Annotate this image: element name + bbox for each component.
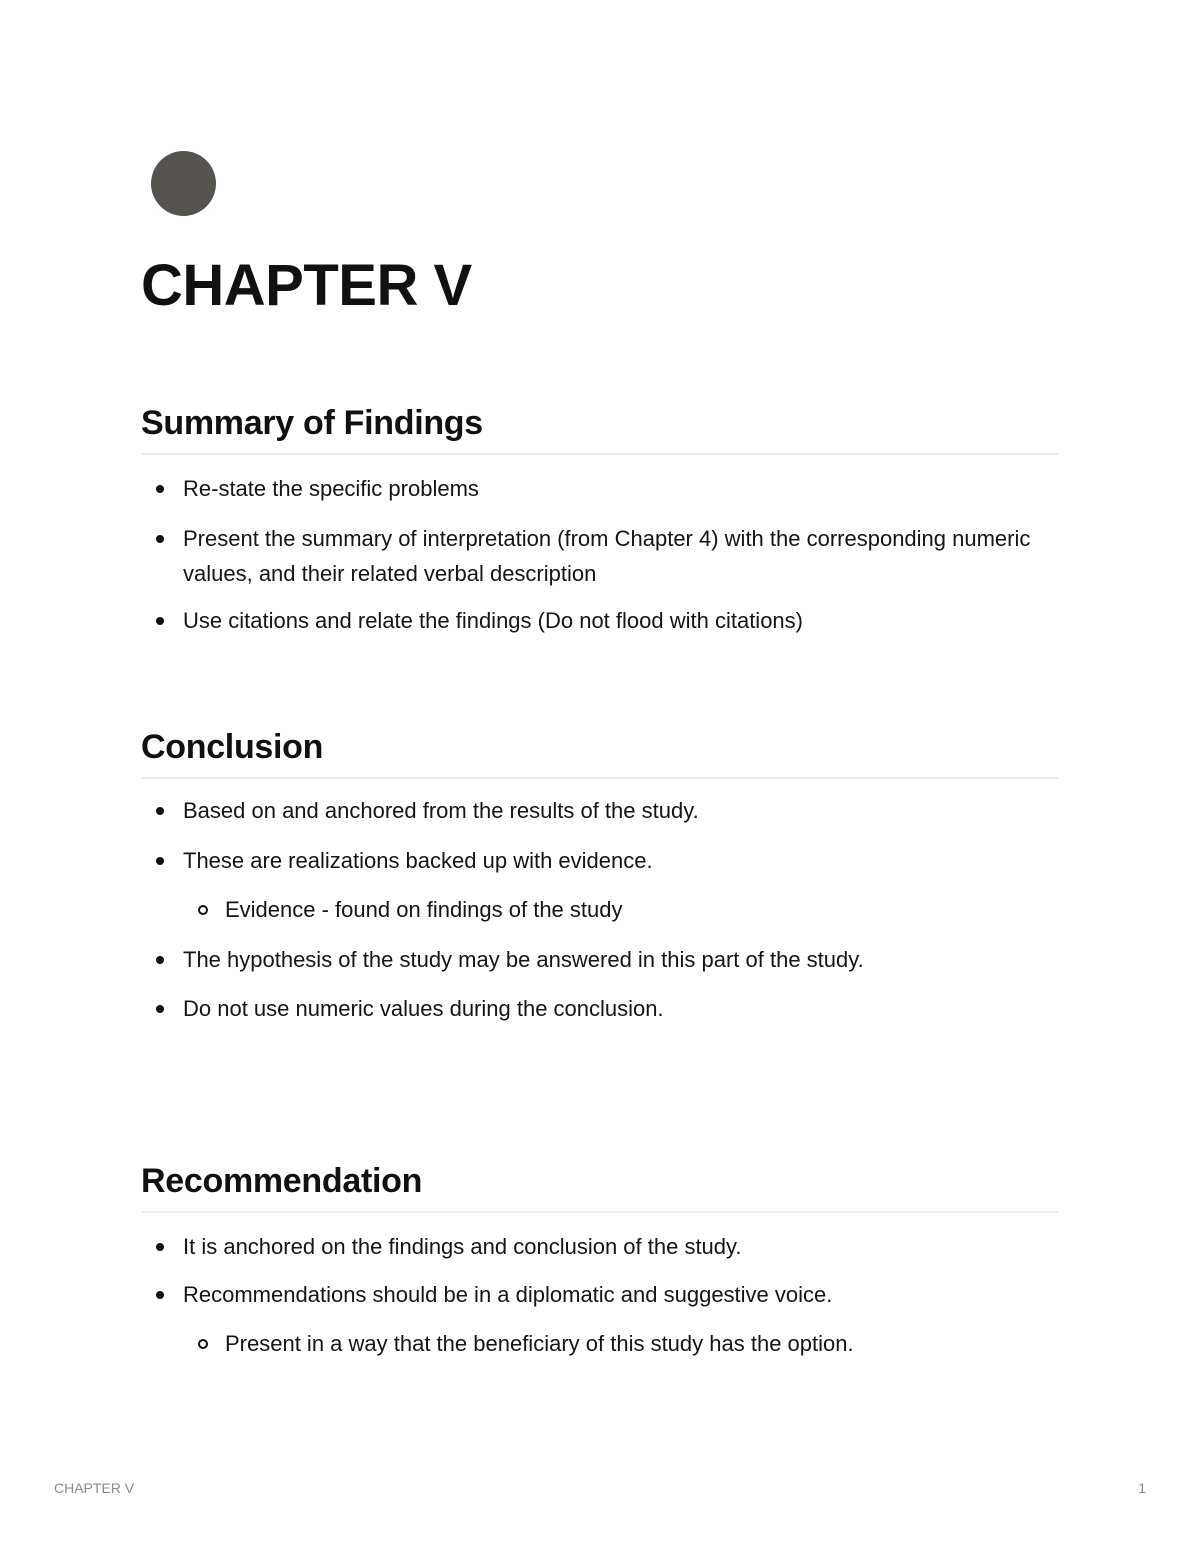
list-item-text: Re-state the specific problems — [183, 476, 479, 501]
section-recommendation — [141, 1159, 1059, 1361]
page-title: CHAPTER V — [141, 253, 472, 318]
section-heading: Summary of Findings — [141, 401, 1059, 455]
bullet-list — [141, 1229, 1059, 1361]
bullet-icon — [156, 857, 164, 865]
list-item-text: Based on and anchored from the results of the study. — [183, 798, 699, 823]
footer-title: CHAPTER V — [54, 1480, 135, 1496]
sub-list-item-text: Present in a way that the beneficiary of this study has the option. — [225, 1331, 854, 1356]
hollow-bullet-icon — [198, 905, 208, 915]
list-item — [141, 793, 1059, 828]
section-heading: Conclusion — [141, 725, 1059, 779]
list-item-text: Use citations and relate the findings (Do not flood with citations) — [183, 608, 803, 633]
list-item-text: Recommendations should be in a diplomatic and suggestive voice. — [183, 1282, 833, 1307]
section-heading: Recommendation — [141, 1159, 1059, 1213]
list-item — [141, 942, 1059, 977]
sub-list-item-text: Evidence - found on findings of the study — [225, 897, 623, 922]
sub-list-item — [141, 1326, 1059, 1361]
list-item — [141, 843, 1059, 878]
hollow-bullet-icon — [198, 1339, 208, 1349]
bullet-icon — [156, 485, 164, 493]
footer-page-number: 1 — [1138, 1480, 1146, 1496]
list-item-text: It is anchored on the findings and conclusion of the study. — [183, 1234, 742, 1259]
bullet-list — [141, 793, 1059, 1026]
bullet-list — [141, 471, 1059, 638]
list-item — [141, 521, 1059, 591]
list-item — [141, 603, 1059, 638]
list-item-text: Present the summary of interpretation (from Chapter 4) with the corresponding numeric values, and their related verbal description — [183, 526, 1031, 586]
section-summary-of-findings — [141, 401, 1059, 638]
list-item — [141, 1277, 1059, 1312]
bullet-icon — [156, 535, 164, 543]
list-item — [141, 991, 1059, 1026]
bullet-icon — [156, 807, 164, 815]
page-icon-circle — [151, 151, 216, 216]
section-conclusion — [141, 725, 1059, 1026]
bullet-icon — [156, 1005, 164, 1013]
list-item-text: These are realizations backed up with evidence. — [183, 848, 653, 873]
bullet-icon — [156, 1243, 164, 1251]
list-item-text: Do not use numeric values during the conclusion. — [183, 996, 664, 1021]
bullet-icon — [156, 617, 164, 625]
list-item-text: The hypothesis of the study may be answered in this part of the study. — [183, 947, 864, 972]
list-item — [141, 471, 1059, 506]
list-item — [141, 1229, 1059, 1264]
bullet-icon — [156, 956, 164, 964]
sub-list-item — [141, 892, 1059, 927]
bullet-icon — [156, 1291, 164, 1299]
